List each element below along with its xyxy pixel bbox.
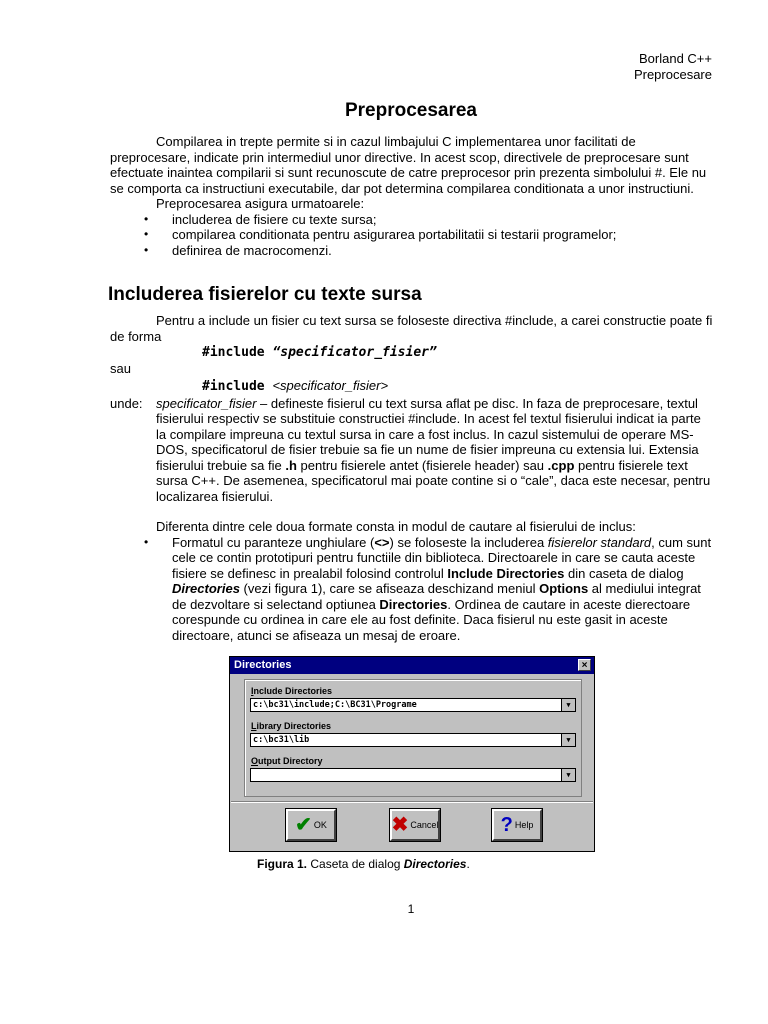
ext-cpp: .cpp [547,457,575,473]
format-bullet-list [110,535,714,644]
text-part: . Ordinea de cautare in aceste dierectoare corespunde cu ordinea in care ele au fost definite. Daca fisierul nu este gasit in aceste directoare, atunci se afiseaza un mesaj de eroare. [172,596,691,643]
output-directory-combo[interactable] [250,768,576,782]
text-part: Directories [379,596,448,612]
cancel-label: Cancel [410,820,439,830]
caption-name: Directories [403,857,467,871]
directories-dialog [229,656,595,852]
caption-text: Caseta de dialog [307,857,404,871]
library-directories-value: c:\bc31\lib [253,735,310,745]
include-paragraph: Pentru a include un fisier cu text sursa se foloseste directiva #include, a carei constructie poate fi de forma [110,313,713,344]
include-directories-label: Include Directories [251,686,333,696]
figure-caption [257,857,470,871]
intro-bullet-list [110,212,714,259]
library-directories-label: Library Directories [251,721,332,731]
blank-line [110,504,714,519]
chevron-down-icon[interactable]: ▼ [561,769,575,781]
close-icon[interactable]: × [578,659,591,671]
unde-text [156,396,714,505]
cancel-button[interactable] [390,809,440,841]
caption-label: Figura 1. [257,857,308,871]
dialog-title: Directories [234,659,292,671]
list-item [110,535,714,644]
text-part: Directories [172,581,240,596]
text-part: Formatul cu paranteze unghiulare ( [172,534,375,550]
text-part: al mediului integrat de dezvoltare si selectand optiunea [172,581,701,612]
list-item: • compilarea conditionata pentru asigurarea portabilitatii si testarii programelor; [110,227,714,243]
angle-brackets: <> [374,534,390,550]
unde-text-part: pentru fisierele text sursa C++. De asemenea, specificatorul mai poate contine si o “cale”, daca este necesar, pentru localizarea fisierului. [156,457,711,504]
help-button[interactable] [492,809,542,841]
unde-label: unde: [110,395,143,411]
page-title: Preprocesarea [344,100,478,121]
text-part: din caseta de dialog [564,565,684,581]
text-part: , cum sunt cele ce contin prototipuri pentru functiile din biblioteca. Directoarele in care se cauta aceste fisiere se definesc in prealabil folosind controlul [172,534,712,581]
dialog-title-bar [230,657,594,674]
chevron-down-icon[interactable]: ▼ [561,734,575,746]
page-number: 1 [407,902,415,916]
unde-text-part: pentru fisierele antet (fisierele header) sau [296,457,548,473]
dialog-separator [231,801,593,803]
cross-icon: ✖ [391,814,409,836]
text-part: (vezi figura 1), care se afiseaza deschizand meniul [239,581,540,596]
sau-text: sau [110,361,131,376]
chevron-down-icon[interactable]: ▼ [561,699,575,711]
checkmark-icon: ✔ [295,814,312,836]
intro-section [110,134,714,258]
unde-definition [110,396,714,505]
include-section [110,313,714,643]
text-part: fisierelor standard [547,534,652,550]
ext-h: .h [285,457,297,473]
include-directories-value: c:\bc31\include;C:\BC31\Programe [253,700,417,710]
code-keyword: #include [202,345,273,360]
ok-button[interactable] [286,809,336,841]
code-argument: “specificator_fisier” [272,345,437,360]
caption-end: . [466,857,470,871]
diff-paragraph: Diferenta dintre cele doua formate consta in modul de cautare al fisierului de inclus: [156,519,636,534]
page-header [634,51,712,83]
include-directories-combo[interactable] [250,698,576,712]
text-part: ) se foloseste la includerea [389,534,548,550]
code-line-angles [110,377,714,396]
section-heading: Includerea fisierelor cu texte sursa [108,284,422,305]
code-argument: <specificator_fisier> [272,377,389,393]
output-directory-label: Output Directory [251,756,323,766]
text-part: Options [539,581,589,596]
list-item: • includerea de fisiere cu texte sursa; [110,212,714,228]
unde-term: specificator_fisier [156,395,257,411]
header-line-1: Borland C++ [639,51,712,66]
intro-paragraph: Compilarea in trepte permite si in cazul limbajului C implementarea unor facilitati de preprocesare, indicate prin intermediul unor directive. In acest scop, directivele de preprocesare sunt efectuate inaintea compilarii si sunt recunoscute de catre preprocesor prin prezenta simbolului #. Ele nu se comporta ca instructiuni executabile, dar pot determina compilarea conditionata a unor instructiuni. [110,134,707,196]
intro-list-lead: Preprocesarea asigura urmatoarele: [156,196,365,211]
library-directories-combo[interactable] [250,733,576,747]
code-line-quotes [110,344,714,361]
question-mark-icon: ? [500,814,513,836]
help-label: Help [514,820,534,830]
list-item: • definirea de macrocomenzi. [110,243,714,259]
code-keyword: #include [202,378,273,394]
text-part: Include Directories [447,565,565,581]
ok-label: OK [313,820,327,830]
unde-text-part: – defineste fisierul cu text sursa aflat pe disc. In faza de preprocesare, textul fisierului respectiv se substituie constructiei #include. In acest fel textul fisierului indicat ia parte la compilare impreuna cu textul sursa in care a fost inclus. In cazul sistemului de operare MS-DOS, specificatorul de fisier trebuie sa fie un nume de fisier impreuna cu extensia lui. Extensia fisierului trebuie sa fie [156,395,701,473]
header-line-2: Preprocesare [633,67,712,82]
